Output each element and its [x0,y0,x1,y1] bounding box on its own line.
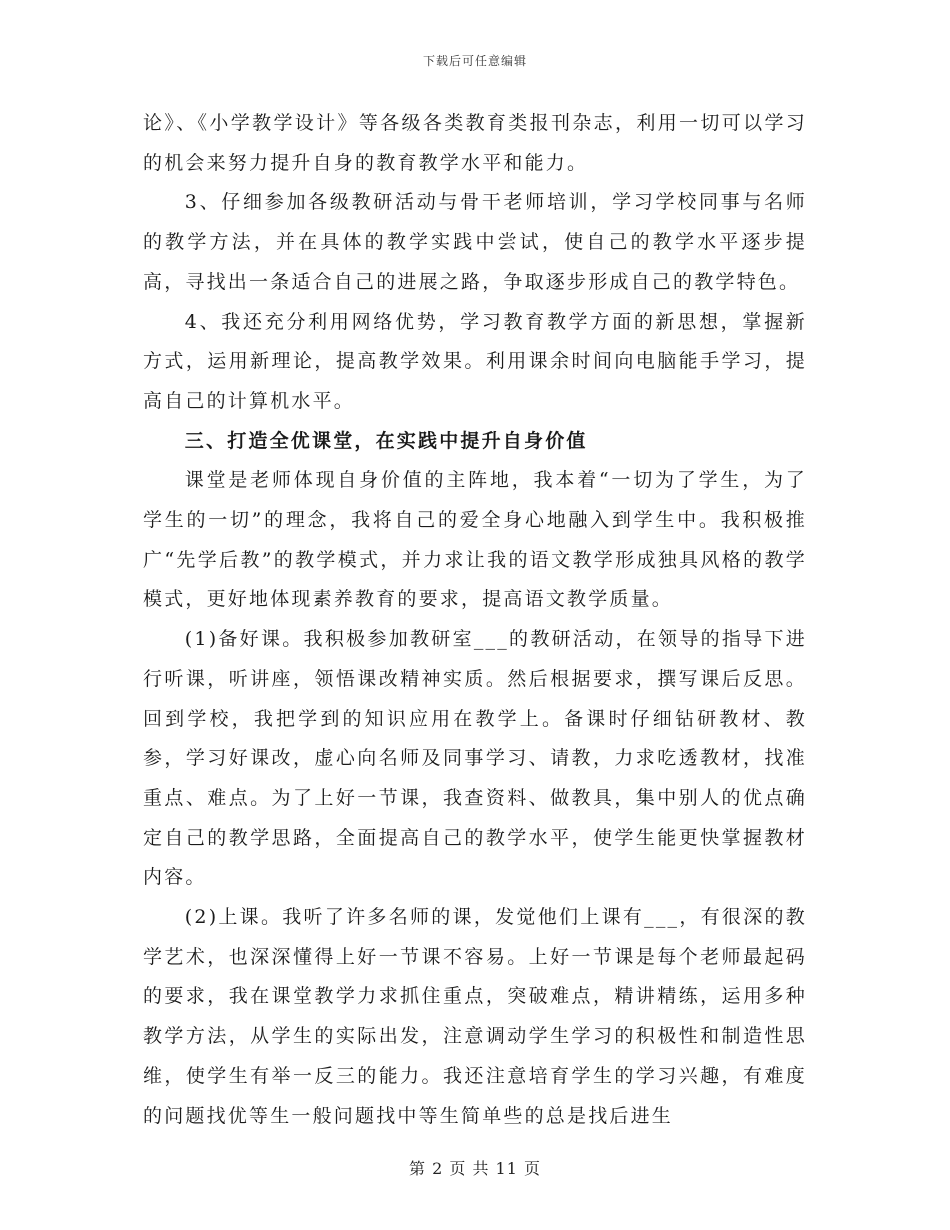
paragraph-item-3: 3、仔细参加各级教研活动与骨干老师培训，学习学校同事与名师的教学方法，并在具体的教学实践中尝试，使自己的教学水平逐步提高，寻找出一条适合自己的进展之路，争取逐步形成自己的教学特色。 [143,191,807,293]
paragraph-classroom: 课堂是老师体现自身价值的主阵地，我本着“一切为了学生，为了学生的一切”的理念，我将自己的爱全身心地融入到学生中。我积极推广“先学后教”的教学模式，并力求让我的语文教学形成独具风格的教学模式，更好地体现素养教育的要求，提高语文教学质量。 [143,469,807,611]
paragraph-item-4: 4、我还充分利用网络优势，学习教育教学方面的新思想，掌握新方式，运用新理论，提高教学效果。利用课余时间向电脑能手学习，提高自己的计算机水平。 [143,310,807,412]
page-number-footer: 第 2 页 共 11 页 [409,1159,541,1178]
paragraph-prepare-lessons: (1)备好课。我积极参加教研室___的教研活动，在领导的指导下进行听课，听讲座，领悟课改精神实质。然后根据要求，撰写课后反思。回到学校，我把学到的知识应用在教学上。备课时仔细钻研教材、教参，学习好课改，虚心向名师及同事学习、请教，力求吃透教材，找准重点、难点。为了上好一节课，我查资料、做教具，集中别人的优点确定自己的教学思路，全面提高自己的教学水平，使学生能更快掌握教材内容。 [143,628,807,889]
paragraph-teach-lessons: (2)上课。我听了许多名师的课，发觉他们上课有___，有很深的教学艺术，也深深懂得上好一节课不容易。上好一节课是每个老师最起码的要求，我在课堂教学力求抓住重点，突破难点，精讲精练，运用多种教学方法，从学生的实际出发，注意调动学生学习的积极性和制造性思维，使学生有举一反三的能力。我还注意培育学生的学习兴趣，有难度的问题找优等生一般问题找中等生简单些的总是找后进生 [143,906,807,1127]
paragraph-continuation: 论》、《小学教学设计》等各级各类教育类报刊杂志，利用一切可以学习的机会来努力提升自身的教育教学水平和能力。 [143,112,807,174]
section-heading: 三、打造全优课堂，在实践中提升自身价值 [184,429,588,452]
page-header: 下载后可任意编辑 [422,54,527,68]
document-body [143,104,807,1136]
